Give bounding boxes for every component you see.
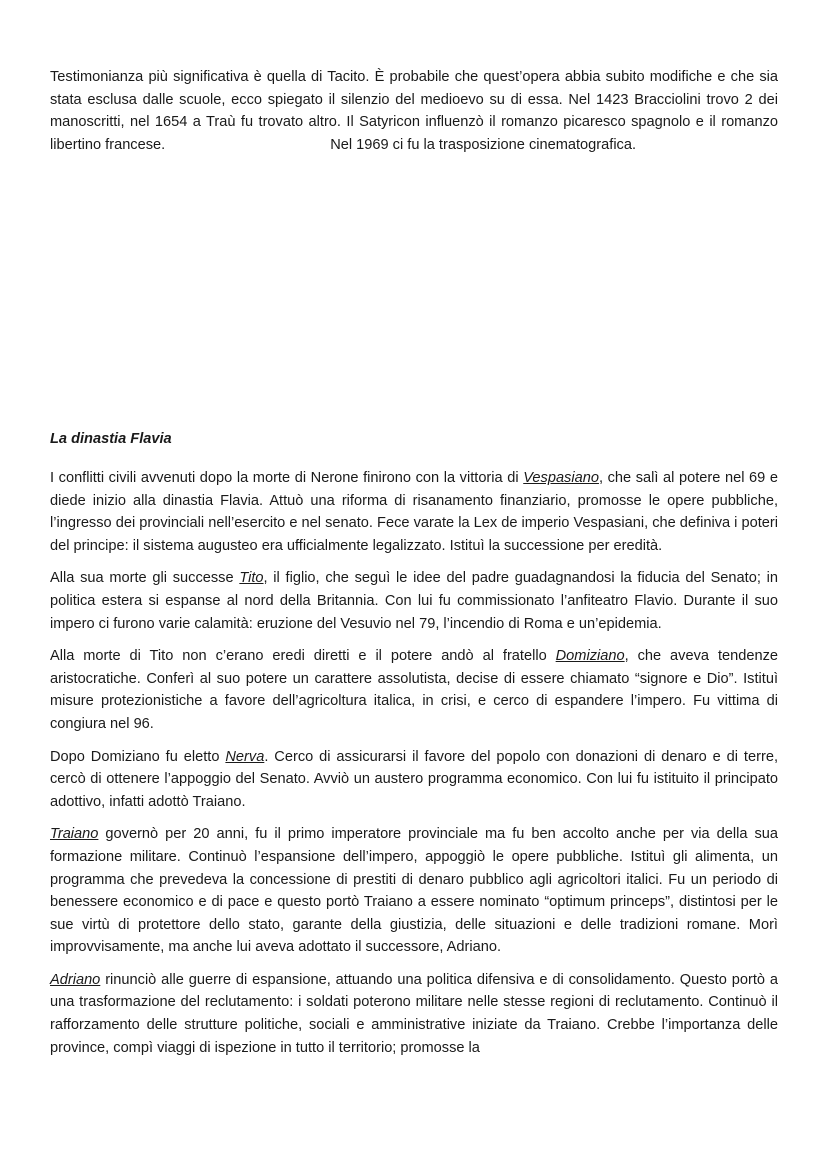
emperor-name: Nerva: [225, 748, 265, 765]
intro-tail: Nel 1969 ci fu la trasposizione cinematografica.: [330, 136, 637, 153]
paragraph-adriano: [50, 969, 778, 1059]
intro-text: Testimonianza più significativa è quella di Tacito. È probabile che quest’opera abbia subito modifiche e che sia stata esclusa dalle scuole, ecco spiegato il silenzio del medioevo su di essa. Nel 1423 Bracciolini trovo 2 dei manoscritti, nel 1654 a Traù fu trovato altro. Il Satyricon influenzò il romanzo picaresco spagnolo e il romanzo libertino francese.: [50, 69, 778, 153]
paragraph-text: , che aveva tendenze aristocratiche. Conferì al suo potere un carattere assolutista, decise di essere chiamato “signore e Dio”. Istituì misure protezionistiche a favore dell’agricoltura italica, in crisi, e cerco di espandere l’impero. Fu vittima di congiura nel 96.: [50, 648, 778, 732]
emperor-name: Domiziano: [555, 648, 625, 665]
paragraph-text: Alla sua morte gli successe: [50, 570, 240, 587]
paragraph-text: Dopo Domiziano fu eletto: [50, 748, 226, 765]
paragraph-text: Alla morte di Tito non c’erano eredi diretti e il potere andò al fratello: [50, 648, 556, 665]
emperor-name: Traiano: [50, 826, 99, 843]
emperor-name: Tito: [239, 570, 264, 587]
paragraph-tito: [50, 567, 778, 635]
emperor-name: Vespasiano: [523, 470, 599, 486]
emperor-name: Adriano: [50, 971, 101, 988]
paragraph-text: I conflitti civili avvenuti dopo la morte di Nerone finirono con la vittoria di: [50, 470, 524, 486]
section-body: [50, 467, 778, 1069]
paragraph-text: , il figlio, che seguì le idee del padre guadagnandosi la fiducia del Senato; in politica estera si espanse al nord della Britannia. Con lui fu commissionato l’anfiteatro Flavio. Durante il suo impero ci furono varie calamità: eruzione del Vesuvio nel 79, l’incendio di Roma e un’epidemia.: [50, 570, 778, 632]
paragraph-nerva: [50, 746, 778, 814]
paragraph-domiziano: [50, 645, 778, 735]
paragraph-text: rinunciò alle guerre di espansione, attuando una politica difensiva e di consolidamento. Questo portò a una trasformazione del reclutamento: i soldati poterono militare nelle stesse regioni di reclutamento. Continuò il rafforzamento delle strutture politiche, sociali e amministrative iniziate da Traiano. Crebbe l’importanza delle province, compì viaggi di ispezione in tutto il territorio; promosse la: [50, 971, 778, 1056]
section-title: La dinastia Flavia: [50, 431, 172, 447]
paragraph-text: . Cerco di assicurarsi il favore del popolo con donazioni di denaro e di terre, cercò di ottenere l’appoggio del Senato. Avviò un austero programma economico. Con lui fu istituito il principato adottivo, infatti adottò Traiano.: [50, 748, 778, 810]
paragraph-text: , che salì al potere nel 69 e diede inizio alla dinastia Flavia. Attuò una riforma di risanamento finanziario, promosse le opere pubbliche, l’ingresso dei provinciali nell’esercito e nel senato. Fece varate la Lex de imperio Vespasiani, che definiva i poteri del principe: il sistema augusteo era ufficialmente legalizzato. Istituì la successione per eredità.: [50, 470, 778, 554]
paragraph-vespasiano: [50, 467, 778, 557]
paragraph-traiano: [50, 823, 778, 959]
intro-paragraph: [50, 66, 778, 166]
paragraph-text: governò per 20 anni, fu il primo imperatore provinciale ma fu ben accolto anche per via della sua formazione militare. Continuò l’espansione dell’impero, appoggiò le opere pubbliche. Istituì gli alimenta, un programma che prevedeva la concessione di prestiti di denaro pubblico agli agricoltori italici. Fu un periodo di benessere economico e di pace e questo portò Traiano a essere nominato “optimum princeps”, distintosi per le sue virtù di protettore dello stato, garante della giustizia, delle situazioni e delle tradizioni romane. Morì improvvisamente, ma anche lui aveva adottato il successore, Adriano.: [50, 826, 778, 956]
